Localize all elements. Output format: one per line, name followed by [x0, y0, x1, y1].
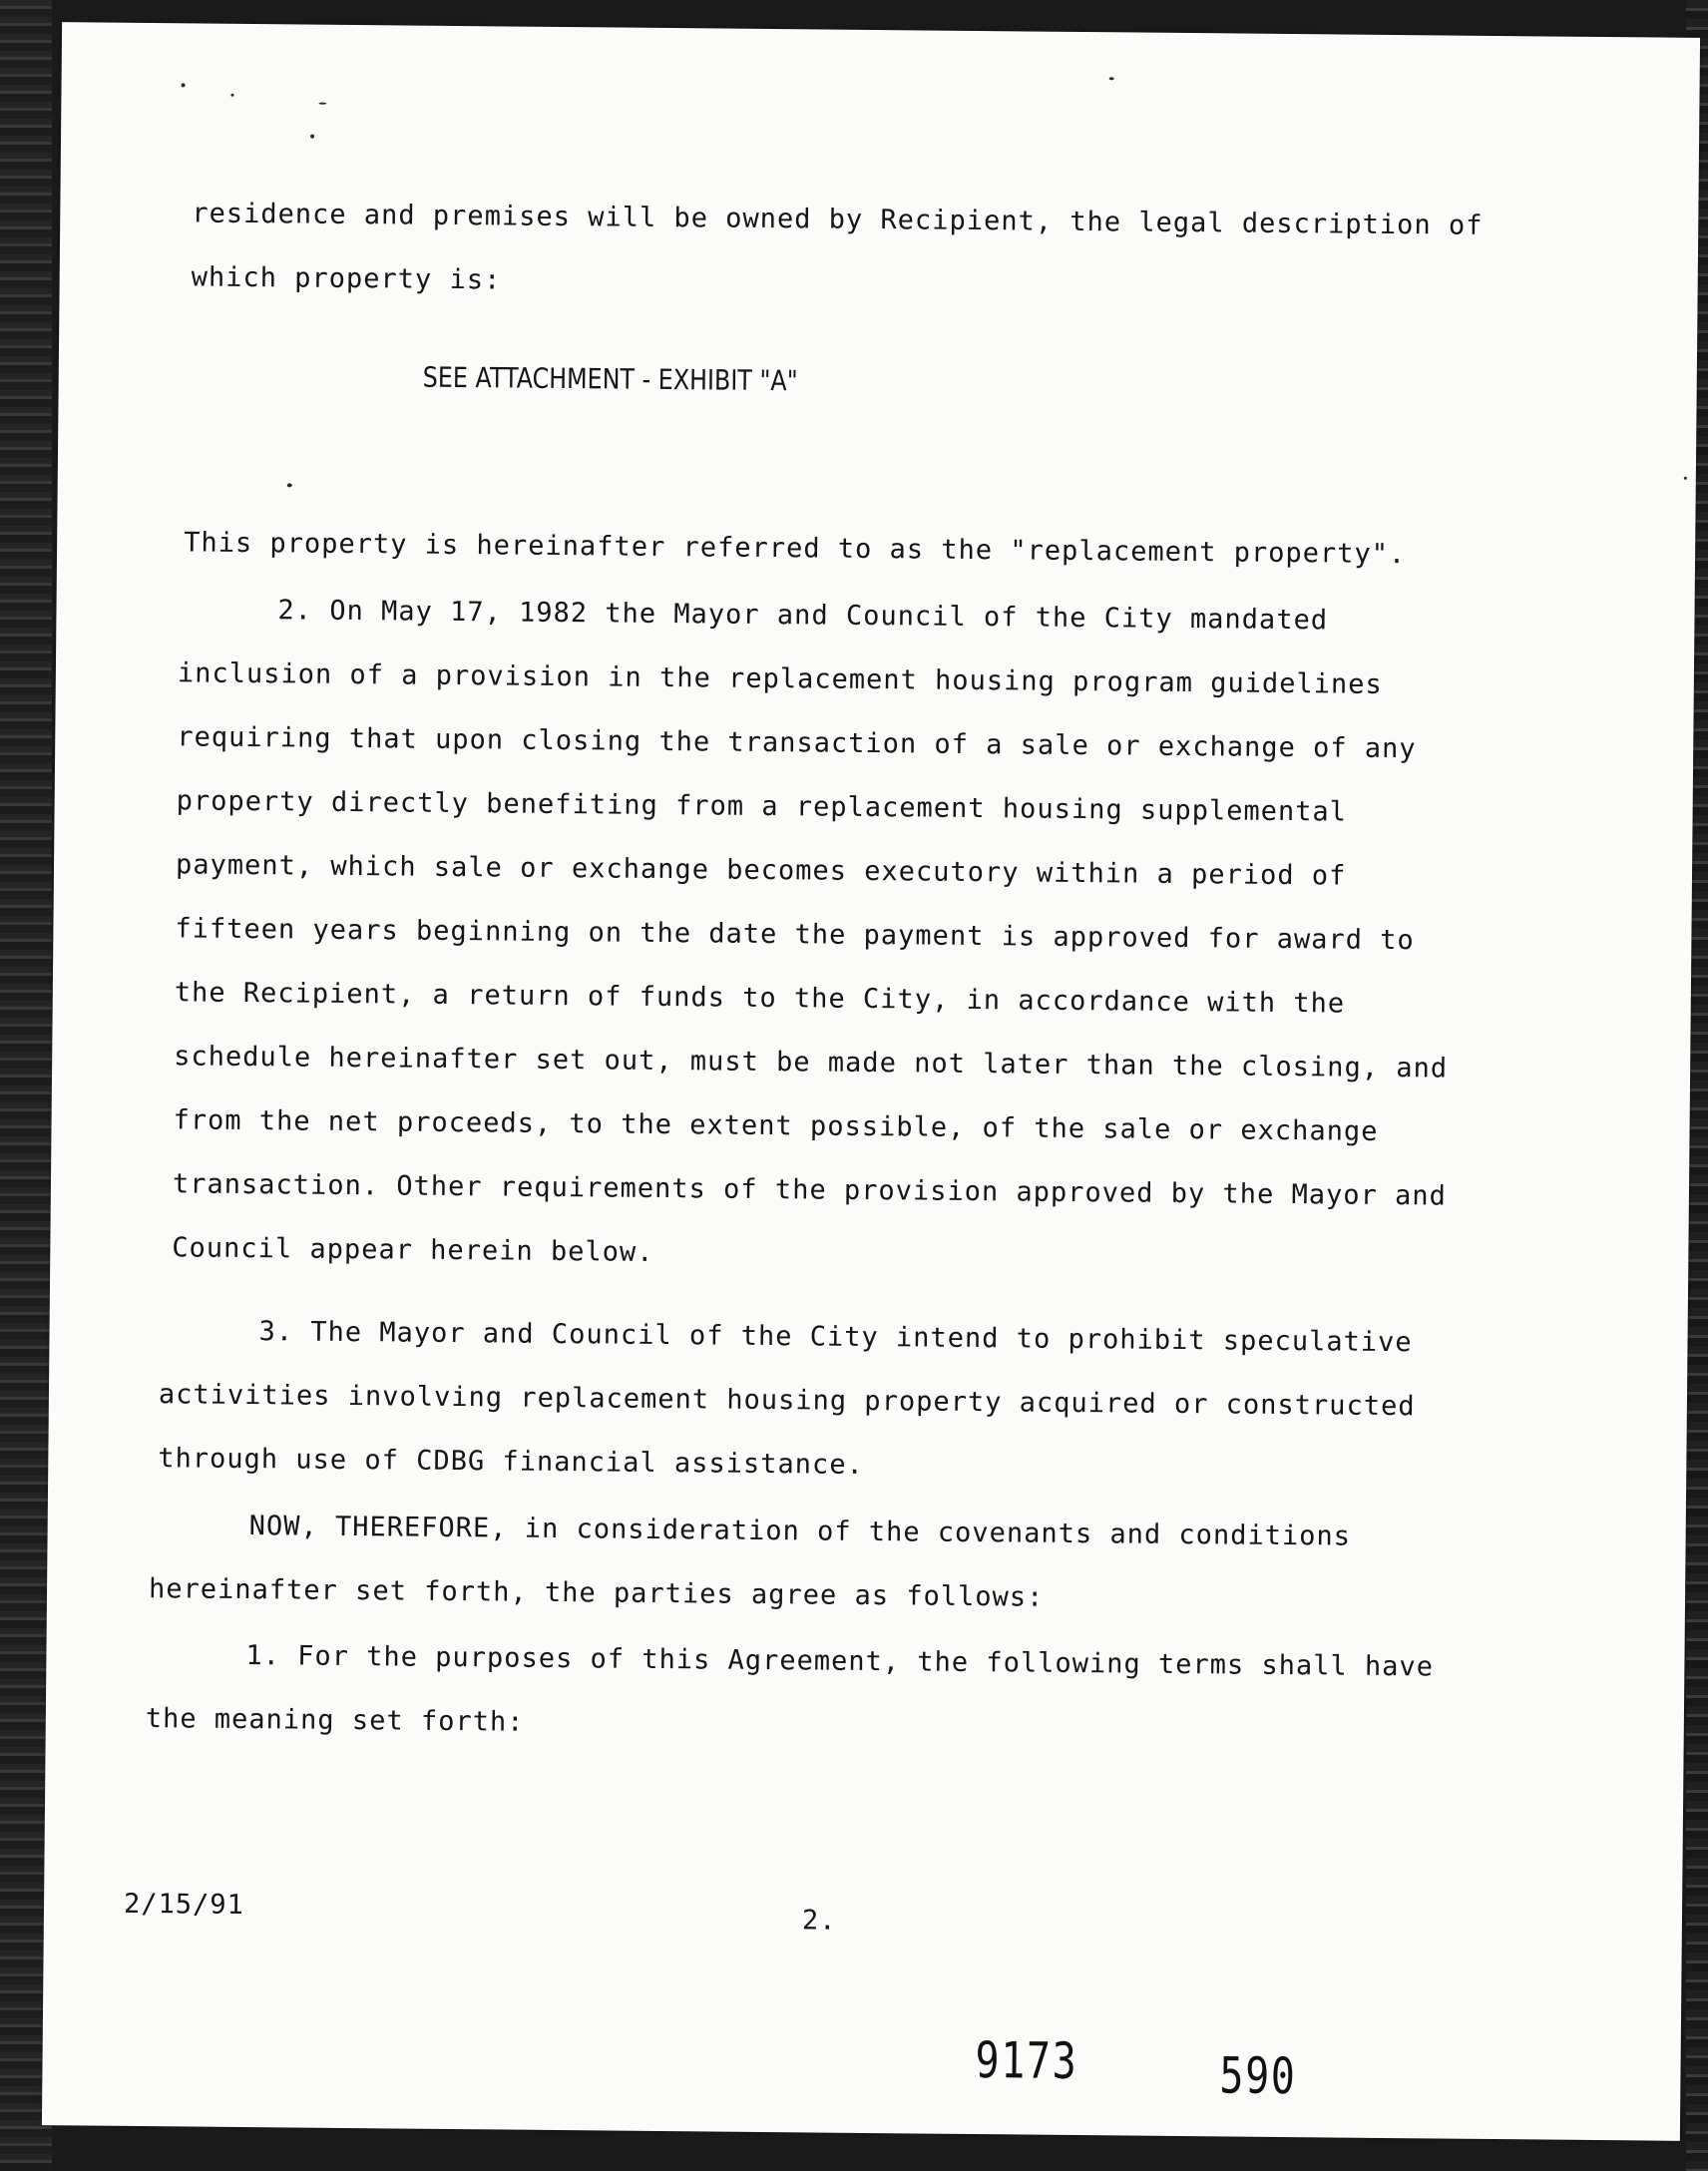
- paragraph-2-line: the Recipient, a return of funds to the City, in accordance with the: [174, 977, 1346, 1020]
- paragraph-2-line: inclusion of a provision in the replacement housing program guidelines: [177, 657, 1383, 700]
- scan-speck: [287, 483, 292, 487]
- paragraph-3-line: activities involving replacement housing property acquired or constructed: [158, 1379, 1416, 1423]
- paragraph-2: [172, 594, 1605, 1268]
- recording-page-number: 590: [1219, 2046, 1297, 2106]
- paragraph-2-line: fifteen years beginning on the date the payment is approved for award to: [175, 913, 1415, 957]
- paragraph-1-line: the meaning set forth:: [145, 1703, 525, 1738]
- paragraph-1: [145, 1639, 1593, 1738]
- opening-text: [191, 198, 1608, 296]
- footer-page-number: 2.: [801, 1905, 837, 1937]
- scan-speck: [1684, 477, 1687, 480]
- now-therefore-line: NOW, THEREFORE, in consideration of the covenants and conditions: [248, 1511, 1352, 1552]
- now-therefore-line: hereinafter set forth, the parties agree as follows:: [148, 1573, 1045, 1613]
- scan-speck: [1109, 77, 1114, 80]
- exhibit-reference: SEE ATTACHMENT - EXHIBIT "A": [422, 360, 798, 398]
- paragraph-2-line: Council appear herein below.: [172, 1232, 654, 1268]
- opening-line-2: which property is:: [191, 261, 502, 296]
- footer-date: 2/15/91: [123, 1888, 244, 1922]
- paragraph-2-line: payment, which sale or exchange becomes executory within a period of: [175, 849, 1347, 892]
- document-paper: [42, 22, 1700, 2141]
- paragraph-2-line: schedule hereinafter set out, must be made not later than the closing, and: [174, 1041, 1449, 1085]
- paragraph-2-line: property directly benefiting from a replacement housing supplemental: [176, 785, 1348, 828]
- paragraph-3-line: through use of CDBG financial assistance.: [158, 1443, 864, 1481]
- paragraph-1-line: 1. For the purposes of this Agreement, the following terms shall have: [245, 1640, 1435, 1683]
- now-therefore-paragraph: [148, 1510, 1596, 1613]
- paragraph-3-line: 3. The Mayor and Council of the City intend to prohibit speculative: [258, 1316, 1413, 1359]
- scan-speck: [230, 94, 233, 97]
- opening-line-1: residence and premises will be owned by Recipient, the legal description of: [192, 198, 1484, 241]
- scan-speck: [310, 135, 314, 139]
- paragraph-3: [158, 1315, 1596, 1481]
- paragraph-2-line: transaction. Other requirements of the provision approved by the Mayor and: [172, 1168, 1447, 1212]
- paragraph-2-line: requiring that upon closing the transaction of a sale or exchange of any: [177, 721, 1417, 765]
- paragraph-2-line: from the net proceeds, to the extent possible, of the sale or exchange: [173, 1104, 1379, 1147]
- scan-speck: [318, 103, 326, 105]
- paragraph-2-line: 2. On May 17, 1982 the Mayor and Council of the City mandated: [277, 595, 1329, 637]
- scan-speck: [182, 83, 186, 87]
- recording-book-number: 9173: [975, 2031, 1078, 2091]
- property-line: This property is hereinafter referred to as the "replacement property".: [184, 527, 1407, 571]
